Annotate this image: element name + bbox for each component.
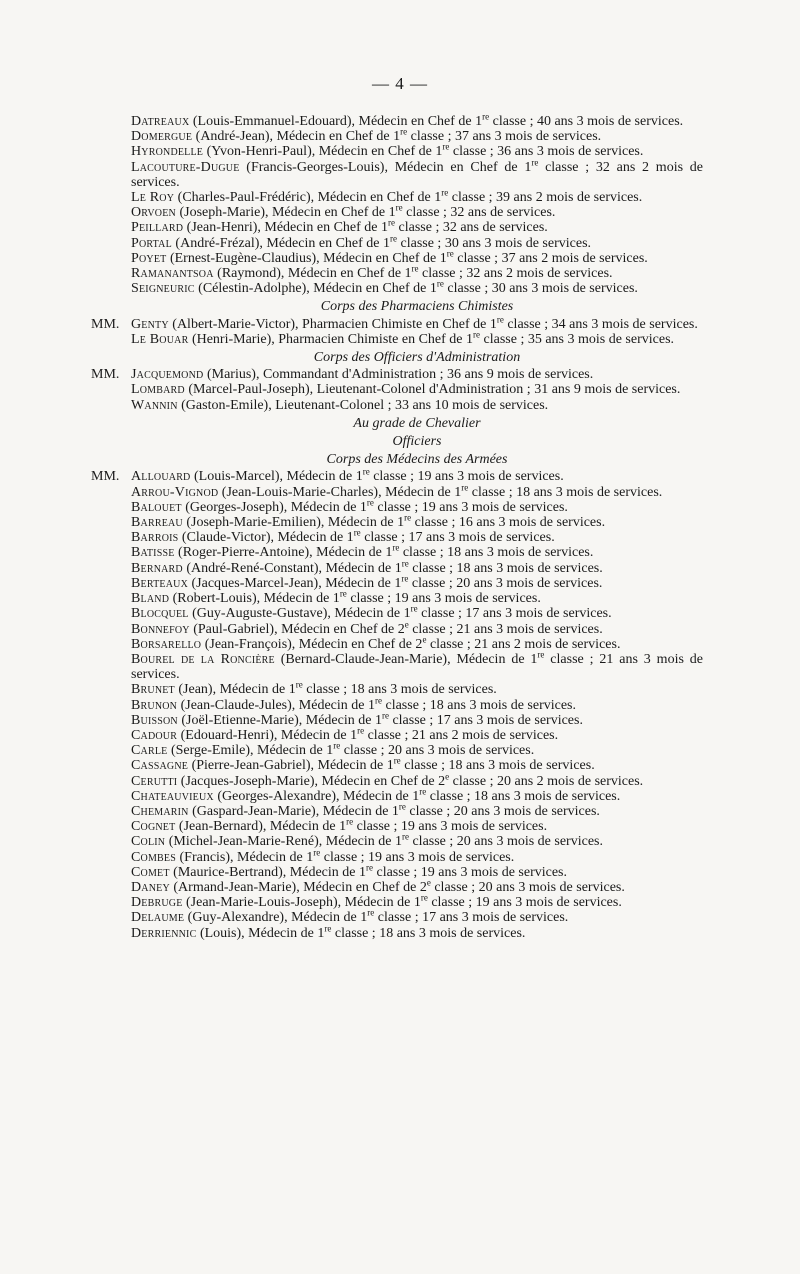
entry-details: (Georges-Alexandre), Médecin de 1re classe ; 18 ans 3 mois de services.: [213, 786, 621, 804]
entry-details: (Robert-Louis), Médecin de 1re classe ; 19 ans 3 mois de services.: [169, 588, 541, 607]
entry-surname: Batisse: [131, 545, 175, 561]
entry-details: (Jacques-Marcel-Jean), Médecin de 1re classe ; 20 ans 3 mois de services.: [188, 573, 603, 591]
entry-surname: Cerutti: [131, 773, 178, 789]
entry-surname: Brunet: [131, 682, 175, 698]
entry-details: (Gaston-Emile), Lieutenant-Colonel ; 33 ans 10 mois de services.: [177, 397, 549, 413]
entry-surname: Daney: [131, 879, 170, 895]
entry-surname: Cassagne: [131, 758, 189, 774]
entry-details: (André-Jean), Médecin en Chef de 1re classe ; 37 ans 3 mois de services.: [192, 126, 602, 145]
entry-surname: Brunon: [131, 697, 178, 713]
entry-surname: Chateauvieux: [131, 788, 214, 804]
group-pharmaciens: [91, 313, 703, 347]
entry-surname: Orvoen: [131, 205, 176, 221]
list-entry: [131, 202, 703, 221]
list-entry: [131, 263, 703, 282]
entry-details: (Marcel-Paul-Joseph), Lieutenant-Colonel d'Administration ; 31 ans 9 mois de services.: [184, 382, 681, 398]
honorific-prefix: MM.: [91, 469, 120, 485]
entry-details: (Guy-Alexandre), Médecin de 1re classe ; 17 ans 3 mois de services.: [184, 907, 569, 926]
entry-surname: Peillard: [131, 220, 184, 236]
entry-details: (Louis-Marcel), Médecin de 1re classe ; 19 ans 3 mois de services.: [190, 466, 564, 485]
list-entry: [131, 710, 703, 728]
list-entry: [131, 527, 703, 546]
entry-details: (Joël-Etienne-Marie), Médecin de 1re classe ; 17 ans 3 mois de services.: [177, 710, 583, 728]
entry-surname: Derriennic: [131, 925, 197, 941]
group-administration: [91, 367, 703, 413]
entry-details: (Louis), Médecin de 1re classe ; 18 ans 3 mois de services.: [196, 922, 526, 941]
entry-details: (Roger-Pierre-Antoine), Médecin de 1re classe ; 18 ans 3 mois de services.: [174, 542, 594, 561]
entry-details: (Raymond), Médecin en Chef de 1re classe ; 32 ans 2 mois de services.: [213, 263, 613, 282]
list-entry: [131, 801, 703, 819]
list-entry: [131, 126, 703, 145]
entry-details: (Jacques-Joseph-Marie), Médecin en Chef de 2e classe ; 20 ans 2 mois de services.: [177, 770, 644, 789]
list-entry: [131, 679, 703, 698]
entry-surname: Bernard: [131, 560, 183, 576]
list-entry: [131, 398, 703, 413]
entry-surname: Berteaux: [131, 575, 188, 591]
entry-surname: Hyrondelle: [131, 144, 204, 160]
list-entry: [131, 497, 703, 515]
entry-surname: Debruge: [131, 895, 183, 911]
entry-details: (Joseph-Marie-Emilien), Médecin de 1re classe ; 16 ans 3 mois de services.: [182, 512, 606, 531]
entry-details: (Charles-Paul-Frédéric), Médecin en Chef de 1re classe ; 39 ans 2 mois de services.: [174, 187, 643, 206]
entry-details: (Jean-Marie-Louis-Joseph), Médecin de 1re classe ; 19 ans 3 mois de services.: [182, 892, 622, 911]
entry-details: (Henri-Marie), Pharmacien Chimiste en Chef de 1re classe ; 35 ans 3 mois de services.: [188, 329, 675, 347]
list-entry: [131, 786, 703, 804]
entry-details: (Bernard-Claude-Jean-Marie), Médecin de 1re classe ; 21 ans 3 mois de services.: [131, 649, 703, 683]
entry-surname: Lacouture-Dugue: [131, 159, 240, 175]
list-entry: [131, 740, 703, 759]
list-entry: [131, 232, 703, 251]
entry-surname: Poyet: [131, 250, 167, 266]
group-medecins: [91, 466, 703, 941]
list-entry: [131, 892, 703, 911]
list-entry: [131, 831, 703, 850]
list-entry: [131, 634, 703, 652]
entry-details: (Jean-Henri), Médecin en Chef de 1re classe ; 32 ans de services.: [183, 217, 548, 236]
entry-details: (Albert-Marie-Victor), Pharmacien Chimiste en Chef de 1re classe ; 34 ans 3 mois de services.: [168, 313, 698, 332]
entry-details: (Jean-Louis-Marie-Charles), Médecin de 1re classe ; 18 ans 3 mois de services.: [218, 482, 663, 500]
entry-surname: Cadour: [131, 727, 178, 743]
list-entry: [131, 862, 703, 880]
entry-surname: Blocquel: [131, 606, 189, 622]
entry-surname: Datreaux: [131, 114, 190, 129]
entry-details: (Edouard-Henri), Médecin de 1re classe ; 21 ans 2 mois de services.: [177, 725, 559, 743]
entry-surname: Bland: [131, 591, 170, 607]
honorific-prefix: MM.: [91, 316, 120, 332]
entry-surname: Arrou-Vignod: [131, 484, 219, 500]
list-entry: [131, 329, 703, 347]
entry-surname: Portal: [131, 235, 172, 251]
section-heading-pharmaciens: Corps des Pharmaciens Chimistes: [320, 299, 514, 315]
entry-details: (Gaspard-Jean-Marie), Médecin de 1re classe ; 20 ans 3 mois de services.: [188, 801, 600, 819]
entry-details: (Claude-Victor), Médecin de 1re classe ; 17 ans 3 mois de services.: [178, 527, 555, 546]
list-entry: [131, 156, 703, 190]
list-entry: [131, 313, 703, 332]
entry-surname: Genty: [131, 316, 169, 332]
entry-details: (Paul-Gabriel), Médecin en Chef de 2e classe ; 21 ans 3 mois de services.: [189, 618, 603, 637]
list-entry: [131, 846, 703, 865]
list-entry: [131, 482, 703, 500]
entry-details: (Jean-Claude-Jules), Médecin de 1re classe ; 18 ans 3 mois de services.: [177, 694, 576, 713]
list-entry: [131, 466, 703, 485]
list-entry: [131, 603, 703, 622]
entry-details: (Francis-Georges-Louis), Médecin en Chef de 1re classe ; 32 ans 2 mois de services.: [131, 156, 703, 190]
list-entry: [131, 512, 703, 531]
entry-surname: Le Roy: [131, 190, 175, 206]
entry-details: (Jean-Bernard), Médecin de 1re classe ; 19 ans 3 mois de services.: [175, 816, 548, 835]
list-entry: [131, 278, 703, 297]
list-entry: [131, 922, 703, 941]
entry-surname: Wannin: [131, 397, 178, 413]
entry-surname: Delaume: [131, 910, 185, 926]
list-entry: [131, 618, 703, 637]
list-entry: [131, 141, 703, 160]
entry-details: (Ernest-Eugène-Claudius), Médecin en Chef de 1re classe ; 37 ans 2 mois de services.: [166, 248, 648, 266]
entry-surname: Jacquemond: [131, 367, 204, 383]
page-number: — 4 —: [372, 74, 428, 93]
entry-surname: Barreau: [131, 515, 183, 531]
entry-details: (Georges-Joseph), Médecin de 1re classe ; 19 ans 3 mois de services.: [181, 497, 568, 515]
list-entry: [131, 382, 703, 397]
list-entry: [131, 755, 703, 774]
entry-details: (Jean), Médecin de 1re classe ; 18 ans 3 mois de services.: [174, 679, 497, 698]
entry-surname: Colin: [131, 834, 166, 850]
entry-surname: Borsarello: [131, 636, 202, 652]
entry-surname: Bourel de la Roncière: [131, 651, 275, 667]
list-entry: [131, 694, 703, 713]
entry-surname: Buisson: [131, 712, 178, 728]
entry-surname: Bonnefoy: [131, 621, 190, 637]
entry-surname: Barrois: [131, 530, 179, 546]
entry-details: (Marius), Commandant d'Administration ; 36 ans 9 mois de services.: [203, 367, 594, 383]
group-medecins-chef: [131, 111, 703, 297]
list-entry: [131, 187, 703, 206]
text-column: [91, 111, 703, 941]
entry-surname: Seigneuric: [131, 281, 195, 297]
section-heading-medecins: Corps des Médecins des Armées: [326, 452, 508, 468]
entry-surname: Domergue: [131, 129, 193, 145]
list-entry: [131, 217, 703, 236]
entry-surname: Allouard: [131, 469, 191, 485]
entry-details: (Pierre-Jean-Gabriel), Médecin de 1re classe ; 18 ans 3 mois de services.: [188, 755, 595, 774]
entry-surname: Cognet: [131, 819, 176, 835]
list-entry: [131, 558, 703, 576]
entry-details: (Célestin-Adolphe), Médecin en Chef de 1re classe ; 30 ans 3 mois de services.: [194, 278, 638, 297]
entry-surname: Combes: [131, 849, 176, 865]
list-entry: [131, 725, 703, 743]
list-entry: [131, 367, 703, 382]
entry-details: (Maurice-Bertrand), Médecin de 1re classe ; 19 ans 3 mois de services.: [169, 862, 567, 880]
entry-details: (Guy-Auguste-Gustave), Médecin de 1re classe ; 17 ans 3 mois de services.: [188, 603, 612, 622]
entry-details: (Michel-Jean-Marie-René), Médecin de 1re classe ; 20 ans 3 mois de services.: [165, 831, 603, 850]
entry-surname: Balouet: [131, 499, 182, 515]
entry-details: (Francis), Médecin de 1re classe ; 19 ans 3 mois de services.: [176, 846, 515, 865]
entry-details: (André-René-Constant), Médecin de 1re classe ; 18 ans 3 mois de services.: [182, 558, 603, 576]
list-entry: [131, 542, 703, 561]
list-entry: [131, 649, 703, 683]
entry-details: (Joseph-Marie), Médecin en Chef de 1re classe ; 32 ans de services.: [175, 202, 556, 221]
entry-surname: Le Bouar: [131, 331, 189, 347]
entry-surname: Lombard: [131, 382, 185, 398]
entry-details: (Serge-Emile), Médecin de 1re classe ; 20 ans 3 mois de services.: [167, 740, 535, 759]
entry-surname: Chemarin: [131, 803, 189, 819]
section-heading-chevalier: Au grade de Chevalier: [353, 415, 481, 431]
section-heading-administration: Corps des Officiers d'Administration: [313, 350, 521, 366]
entry-details: (Jean-François), Médecin en Chef de 2e classe ; 21 ans 2 mois de services.: [201, 634, 621, 652]
list-entry: [131, 573, 703, 591]
section-heading-officiers: Officiers: [392, 434, 442, 450]
list-entry: [131, 907, 703, 926]
list-entry: [131, 770, 703, 789]
entry-details: (André-Frézal), Médecin en Chef de 1re classe ; 30 ans 3 mois de services.: [171, 232, 592, 251]
list-entry: [131, 877, 703, 895]
entry-surname: Comet: [131, 864, 170, 880]
honorific-prefix: MM.: [91, 367, 120, 383]
entry-details: (Louis-Emmanuel-Edouard), Médecin en Chef de 1re classe ; 40 ans 3 mois de services.: [189, 111, 684, 129]
entry-surname: Carle: [131, 743, 168, 759]
list-entry: [131, 816, 703, 835]
entry-surname: Ramanantsoa: [131, 266, 214, 282]
list-entry: [131, 111, 703, 129]
entry-details: (Yvon-Henri-Paul), Médecin en Chef de 1re classe ; 36 ans 3 mois de services.: [203, 141, 644, 160]
entry-details: (Armand-Jean-Marie), Médecin en Chef de 2e classe ; 20 ans 3 mois de services.: [169, 877, 625, 895]
